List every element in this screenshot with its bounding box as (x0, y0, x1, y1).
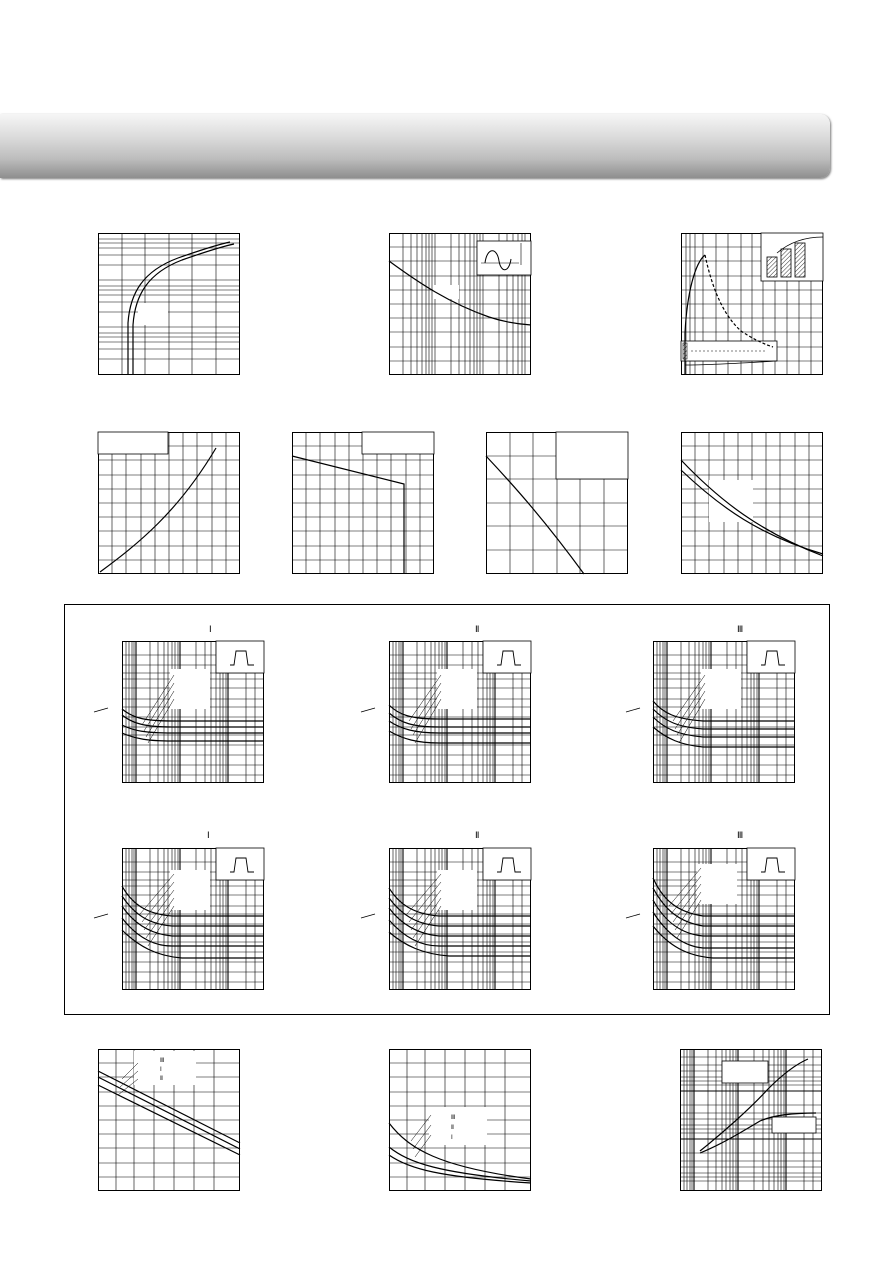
graph-row1-1 (98, 233, 240, 375)
graph-row1-3 (681, 233, 823, 375)
graph-row1-2 (389, 233, 531, 375)
panel-label-top-1: Ⅰ (209, 624, 212, 634)
graph-frame-a-2 (389, 641, 531, 783)
tick-mark-a-3 (626, 706, 642, 714)
panel-label-top-2: Ⅱ (475, 624, 480, 634)
graph-bottom-1 (98, 1049, 240, 1191)
legend-2-b: Ⅱ (451, 1125, 454, 1131)
legend-2-a: Ⅲ (451, 1115, 456, 1121)
panel-label-top-3: Ⅲ (737, 624, 744, 634)
tick-mark-b-3 (626, 912, 642, 920)
legend-2-c: Ⅰ (451, 1135, 453, 1141)
tick-mark-b-2 (361, 912, 377, 920)
graph-frame-b-1 (122, 848, 264, 990)
graph-row2-1 (98, 432, 240, 574)
legend-1-a: Ⅲ (160, 1058, 165, 1064)
tick-mark-a-1 (94, 706, 110, 714)
graph-frame-b-3 (653, 848, 795, 990)
legend-1-c: Ⅱ (160, 1076, 163, 1082)
legend-1-b: Ⅰ (160, 1067, 162, 1073)
tick-mark-a-2 (361, 706, 377, 714)
graph-frame-b-2 (389, 848, 531, 990)
graph-bottom-2 (389, 1049, 531, 1191)
header-band (0, 114, 830, 178)
graph-frame-a-1 (122, 641, 264, 783)
tick-mark-b-1 (94, 912, 110, 920)
graph-row2-2 (292, 432, 434, 574)
graph-bottom-3 (680, 1049, 822, 1191)
graph-frame-a-3 (653, 641, 795, 783)
graph-row2-3 (486, 432, 628, 574)
panel-label-bottom-3: Ⅲ (737, 830, 744, 840)
panel-label-bottom-1: Ⅰ (207, 830, 210, 840)
panel-label-bottom-2: Ⅱ (475, 830, 480, 840)
graph-row2-4 (681, 432, 823, 574)
